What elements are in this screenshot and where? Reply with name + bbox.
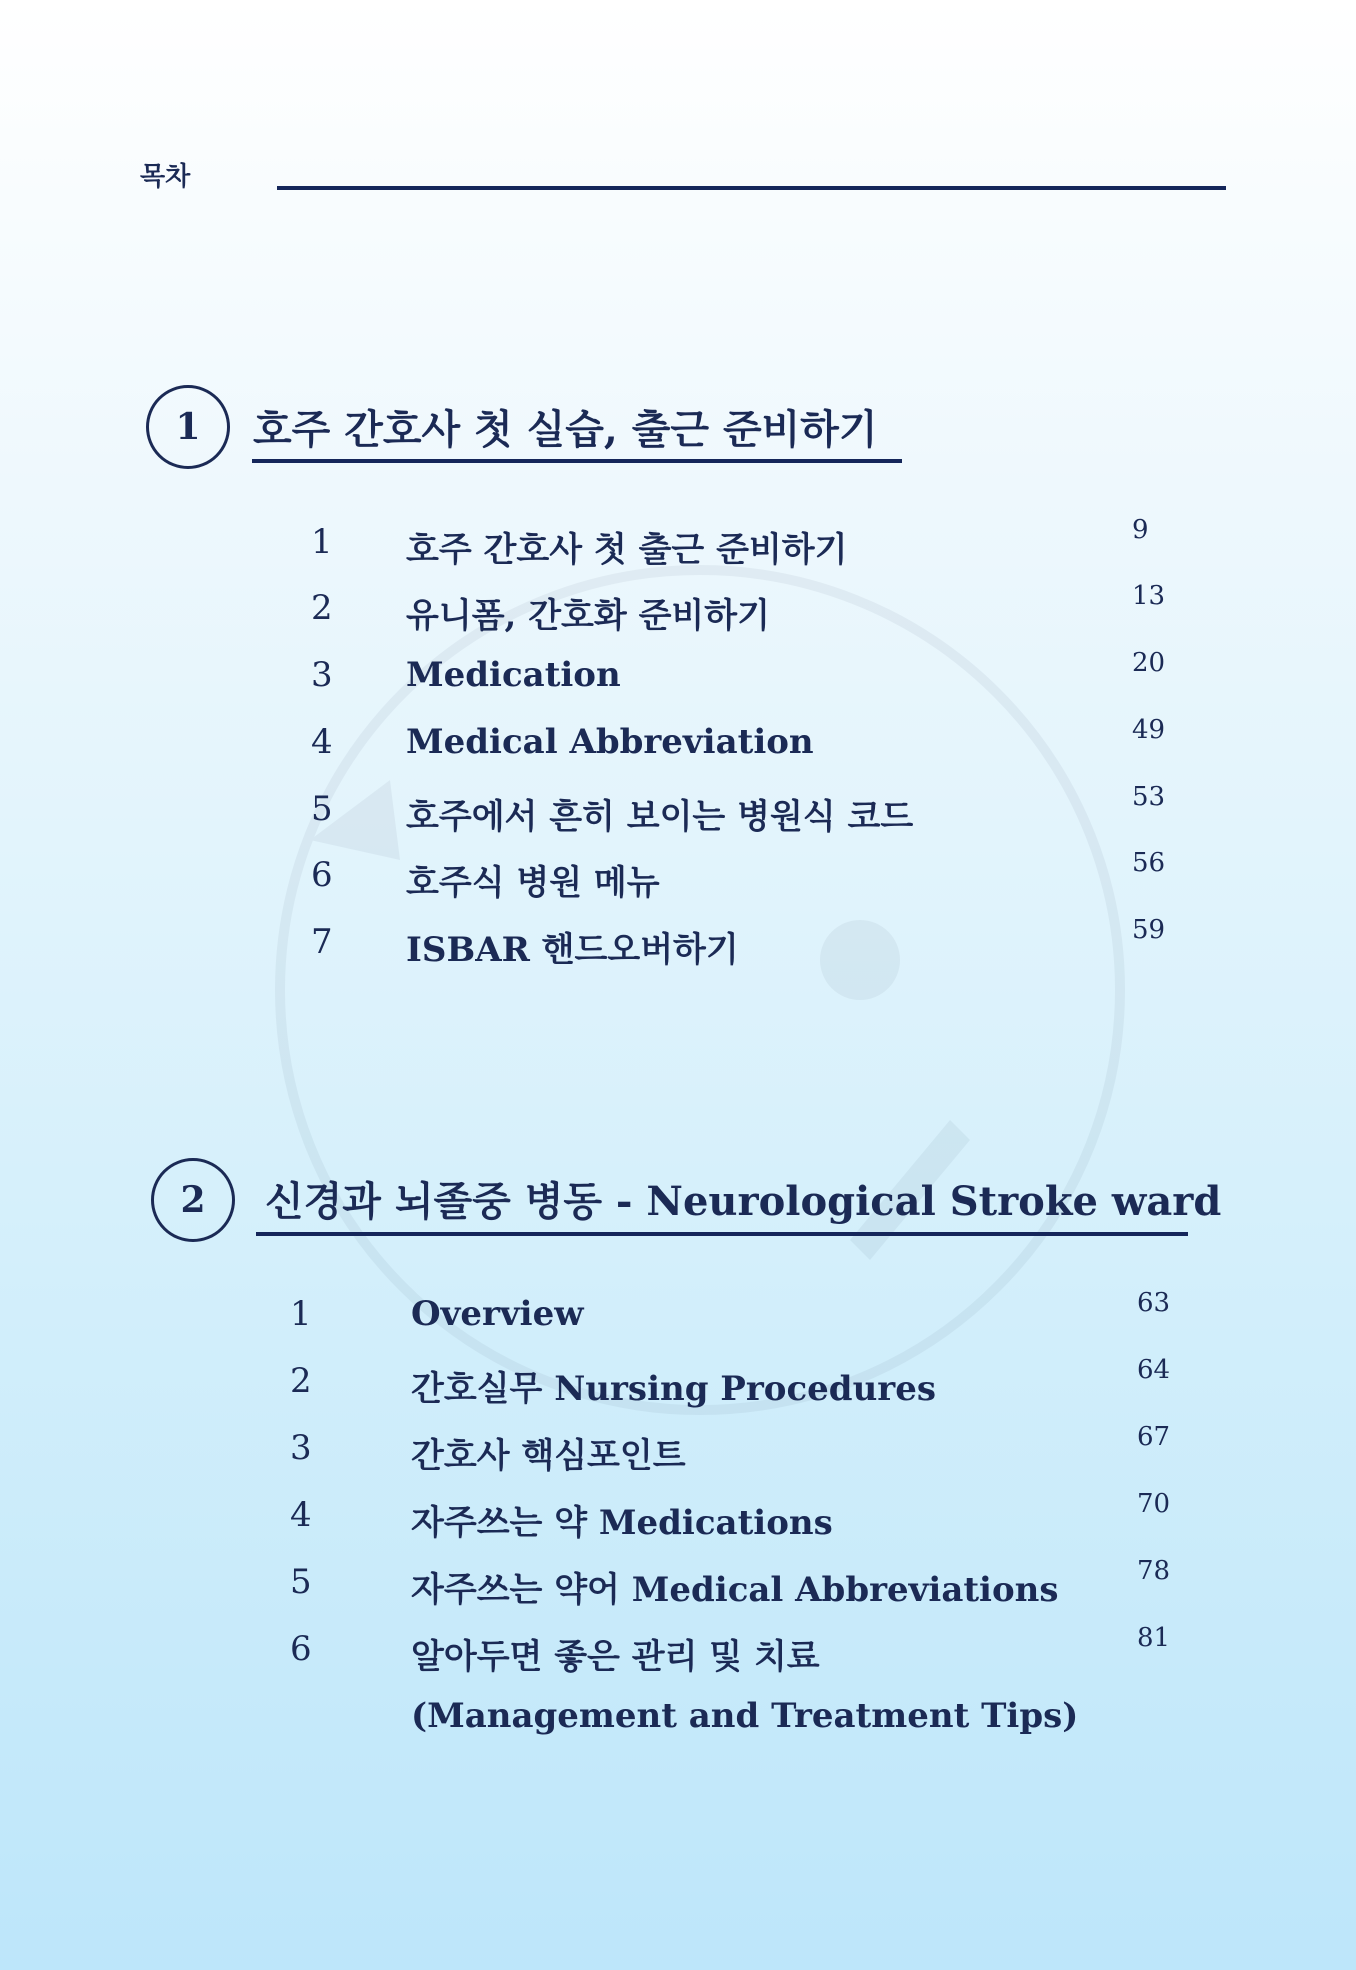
section-2-title[interactable]: 신경과 뇌졸중 병동 - Neurological Stroke ward [265,1178,1222,1225]
toc-entry-number: 1 [311,522,333,562]
header-rule [277,186,1226,190]
toc-entry-page: 64 [1137,1355,1171,1385]
toc-entry-number: 1 [290,1294,312,1334]
section-2-rule [256,1232,1188,1236]
toc-entry-title[interactable]: 호주 간호사 첫 출근 준비하기 [406,530,848,570]
toc-entry-title[interactable]: 알아두면 좋은 관리 및 치료 [411,1637,820,1677]
toc-entry-page: 13 [1132,581,1166,611]
toc-entry-number: 2 [290,1361,312,1401]
toc-entry-title[interactable]: 자주쓰는 약 Medications [411,1503,833,1543]
toc-entry-title[interactable]: 유니폼, 간호화 준비하기 [406,596,770,636]
toc-entry-page: 9 [1132,515,1149,545]
toc-entry-page: 53 [1132,782,1166,812]
toc-entry-page: 81 [1137,1623,1171,1653]
toc-entry-title[interactable]: ISBAR 핸드오버하기 [406,930,739,970]
section-2-number: 2 [151,1158,235,1242]
section-1-number: 1 [146,385,230,469]
toc-entry-number: 2 [311,588,333,628]
toc-entry-title[interactable]: 자주쓰는 약어 Medical Abbreviations [411,1570,1059,1610]
toc-label: 목차 [140,162,191,192]
toc-entry-title[interactable]: 호주에서 흔히 보이는 병원식 코드 [406,797,914,837]
toc-entry-title[interactable]: 호주식 병원 메뉴 [406,863,660,903]
toc-entry-number: 7 [311,922,333,962]
toc-entry-title[interactable]: Medical Abbreviation [406,722,814,762]
toc-entry-page: 78 [1137,1556,1171,1586]
toc-entry-number: 5 [311,789,333,829]
toc-entry-number: 4 [290,1495,312,1535]
toc-entry-number: 6 [290,1629,312,1669]
toc-entry-title-continued[interactable]: (Management and Treatment Tips) [411,1696,1079,1736]
watermark-logo [250,540,1150,1440]
toc-entry-page: 67 [1137,1422,1171,1452]
toc-entry-page: 59 [1132,915,1166,945]
toc-entry-page: 49 [1132,715,1166,745]
toc-entry-number: 4 [311,722,333,762]
toc-entry-page: 20 [1132,648,1166,678]
toc-entry-number: 6 [311,855,333,895]
section-1-title[interactable]: 호주 간호사 첫 실습, 출근 준비하기 [253,406,878,453]
toc-entry-page: 63 [1137,1288,1171,1318]
toc-entry-number: 3 [311,655,333,695]
toc-entry-title[interactable]: Overview [411,1294,584,1334]
toc-entry-page: 70 [1137,1489,1171,1519]
section-1-rule [252,459,902,463]
toc-entry-title[interactable]: Medication [406,655,621,695]
toc-entry-title[interactable]: 간호실무 Nursing Procedures [411,1369,936,1409]
toc-entry-number: 5 [290,1562,312,1602]
toc-entry-page: 56 [1132,848,1166,878]
toc-entry-number: 3 [290,1428,312,1468]
toc-entry-title[interactable]: 간호사 핵심포인트 [411,1436,686,1476]
